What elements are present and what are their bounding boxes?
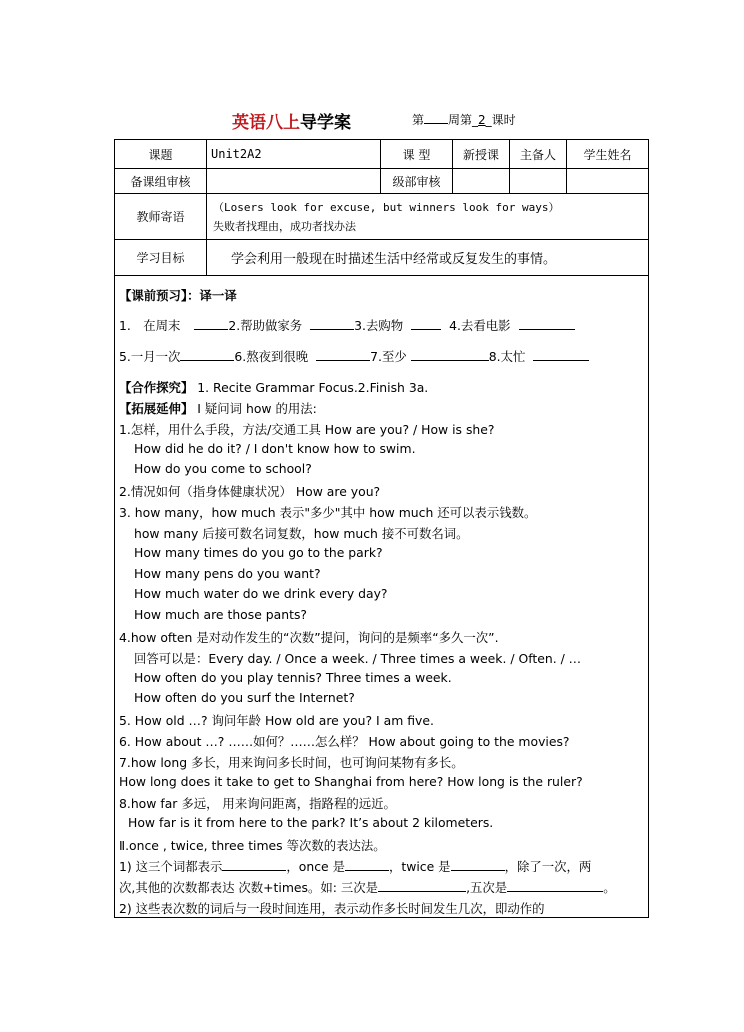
answer-blank[interactable] <box>507 879 603 892</box>
review-label: 备课组审核 <box>115 169 207 194</box>
preview-row-2 <box>119 347 589 365</box>
preview-item: 2.帮助做家务 <box>228 318 303 333</box>
answer-blank[interactable] <box>180 348 234 361</box>
motto-label: 教师寄语 <box>115 194 207 240</box>
goal-text: 学会利用一般现在时描述生活中经常或反复发生的事情。 <box>207 240 649 276</box>
text-line: How did he do it? / I don't know how to swim. <box>134 441 416 456</box>
motto-english: （Losers look for excuse, but winners look for ways） <box>213 201 560 214</box>
answer-blank[interactable] <box>411 348 489 361</box>
preview-item: 7.至少 <box>370 349 407 364</box>
answer-blank[interactable] <box>519 317 575 330</box>
text-line: How do you come to school? <box>134 461 312 476</box>
student-name-value[interactable] <box>567 169 649 194</box>
text-line: How many times do you go to the park? <box>134 545 383 560</box>
text-line: How often do you play tennis? Three times a week. <box>134 670 452 685</box>
student-name-label: 学生姓名 <box>567 140 649 169</box>
text-line: How much are those pants? <box>134 607 307 622</box>
lesson-number: 2 <box>478 113 486 127</box>
topic-label: 课题 <box>115 140 207 169</box>
answer-blank[interactable] <box>533 348 589 361</box>
preparer-value[interactable] <box>510 169 567 194</box>
type-label: 课 型 <box>381 140 453 169</box>
answer-blank[interactable] <box>451 858 505 871</box>
coop-line: 【合作探究】 1. Recite Grammar Focus.2.Finish 3a. <box>119 380 429 395</box>
text-line: 5. How old …? 询问年龄 How old are you? I am five. <box>119 713 434 728</box>
text-line: 2.情况如何（指身体健康状况） How are you? <box>119 484 381 499</box>
text-line: 7.how long 多长，用来询问多长时间，也可询问某物有多长。 <box>119 755 464 770</box>
text-line: How many pens do you want? <box>134 566 321 581</box>
preview-item: 6.熬夜到很晚 <box>234 349 309 364</box>
answer-blank[interactable] <box>310 317 354 330</box>
times-line-2: 次,其他的次数都表达 次数+times。如: 三次是 ,五次是 。 <box>119 880 616 895</box>
preview-item: 4.去看电影 <box>449 318 511 333</box>
preparer-label: 主备人 <box>510 140 567 169</box>
text-line: 回答可以是：Every day. / Once a week. / Three times a week. / Often. / … <box>134 651 582 666</box>
preview-item: 1. 在周末 <box>119 318 181 333</box>
answer-blank[interactable] <box>378 879 466 892</box>
title-row <box>0 108 744 132</box>
preview-item: 5.一月一次 <box>119 349 181 364</box>
motto-cell <box>207 194 649 240</box>
answer-blank[interactable] <box>345 858 389 871</box>
text-line: How far is it from here to the park? It’s about 2 kilometers. <box>128 815 494 830</box>
topic-value: Unit2A2 <box>207 140 381 169</box>
preview-row-1 <box>119 316 575 334</box>
answer-blank[interactable] <box>316 348 370 361</box>
review-value[interactable] <box>207 169 381 194</box>
week-blank[interactable] <box>424 112 448 124</box>
type-value: 新授课 <box>453 140 510 169</box>
text-line: 2) 这些表次数的词后与一段时间连用，表示动作多长时间发生几次，即动作的 <box>119 901 545 916</box>
ext-line: 【拓展延伸】 Ⅰ 疑问词 how 的用法: <box>119 401 317 416</box>
text-line: 8.how far 多远， 用来询问距离，指路程的远近。 <box>119 796 396 811</box>
header-table <box>114 139 649 276</box>
times-line-1: 1) 这三个词都表示 ，once 是 ，twice 是 ，除了一次，两 <box>119 859 592 874</box>
goal-label: 学习目标 <box>115 240 207 276</box>
grade-review-label: 级部审核 <box>381 169 453 194</box>
text-line: Ⅱ.once , twice, three times 等次数的表达法。 <box>119 838 386 853</box>
preview-item: 8.太忙 <box>488 349 526 364</box>
motto-chinese: 失败者找理由，成功者找办法 <box>213 220 356 233</box>
text-line: 6. How about …? ……如何？……怎么样？ How about going to the movies? <box>119 734 570 749</box>
text-line: How often do you surf the Internet? <box>134 690 355 705</box>
preview-heading: 【课前预习】：译一译 <box>119 288 237 303</box>
preview-item: 3.去购物 <box>354 318 404 333</box>
text-line: 4.how often 是对动作发生的“次数”提问，询问的是频率“多久一次”. <box>119 630 499 645</box>
answer-blank[interactable] <box>194 317 228 330</box>
text-line: how many 后接可数名词复数，how much 接不可数名词。 <box>134 526 469 541</box>
week-line: 第 周第_2_课时 <box>412 113 516 127</box>
text-line: 1.怎样，用什么手段，方法/交通工具 How are you? / How is she? <box>119 422 495 437</box>
text-line: How long does it take to get to Shanghai from here? How long is the ruler? <box>119 774 583 789</box>
text-line: How much water do we drink every day? <box>134 586 388 601</box>
grade-review-value[interactable] <box>453 169 510 194</box>
answer-blank[interactable] <box>222 858 286 871</box>
document-title: 英语八上导学案 <box>232 113 351 133</box>
answer-blank[interactable] <box>411 317 441 330</box>
text-line: 3. how many，how much 表示"多少"其中 how much 还可以表示钱数。 <box>119 505 537 520</box>
